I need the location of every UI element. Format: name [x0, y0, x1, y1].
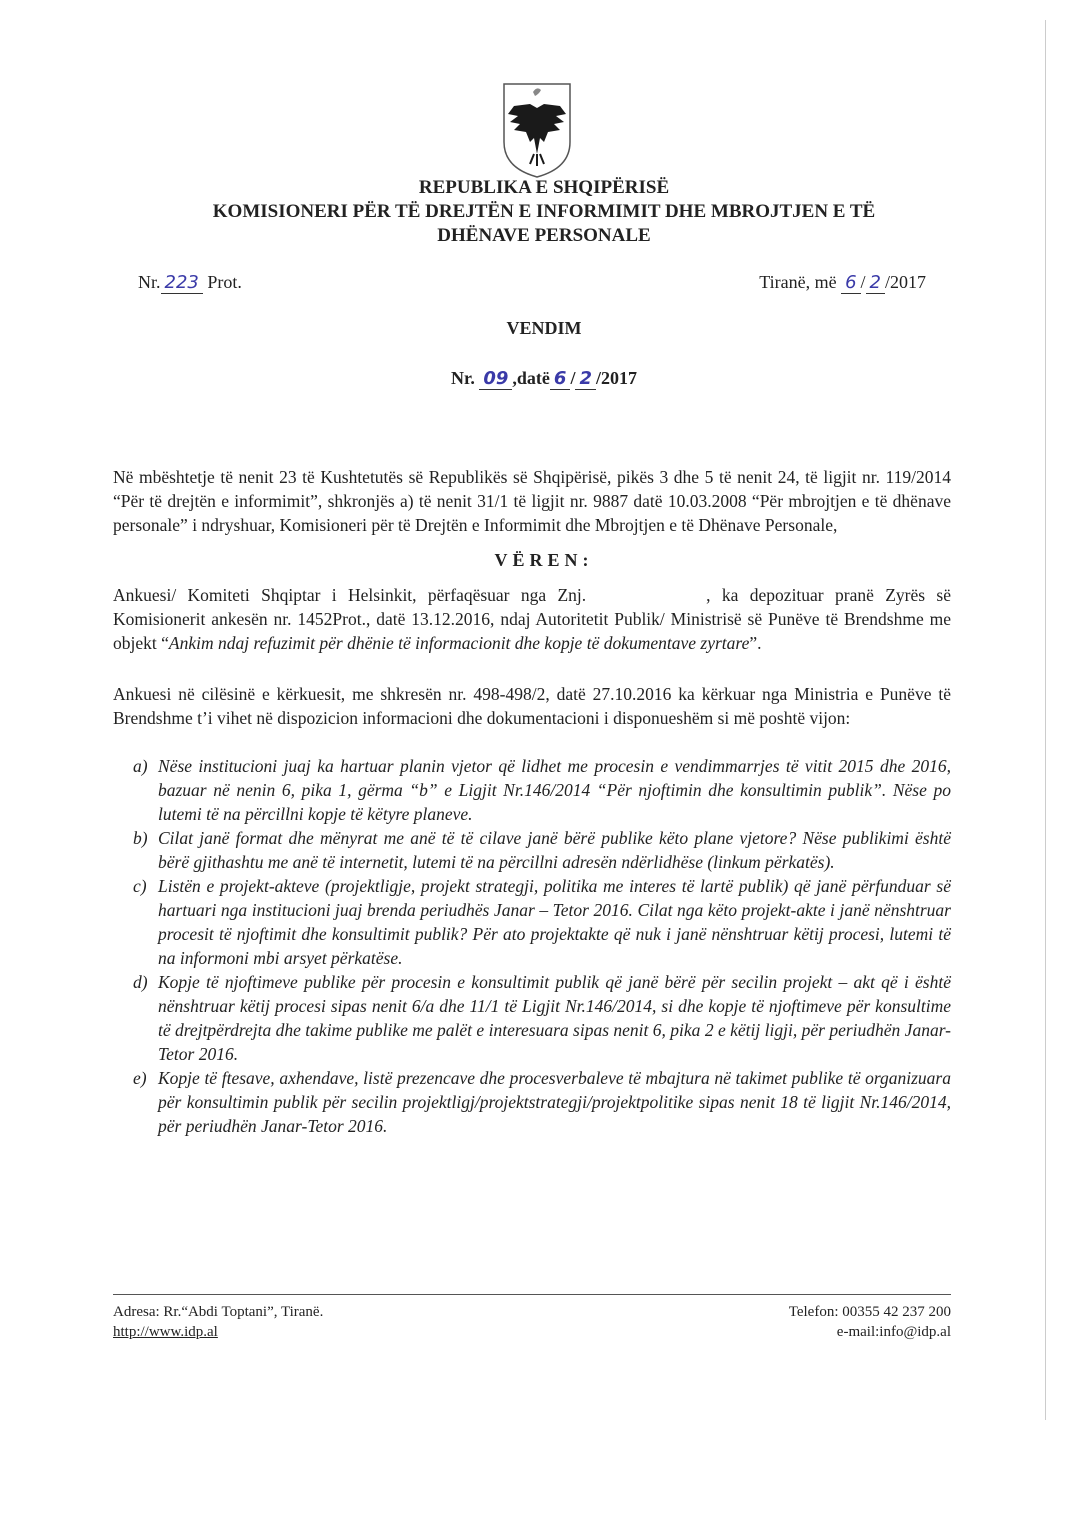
complaint-object: Ankim ndaj refuzimit për dhënie të informacionit dhe kopje të dokumentave zyrtare: [168, 633, 750, 653]
decision-nr-prefix: Nr.: [451, 368, 475, 388]
header-institution: KOMISIONERI PËR TË DREJTËN E INFORMIMIT DHE MBROJTJEN E TË: [212, 201, 876, 222]
decision-day-handwritten: 6: [550, 368, 571, 390]
footer-website-link[interactable]: http://www.idp.al: [113, 1324, 218, 1340]
scan-edge-mark: [1045, 20, 1046, 1420]
decision-nr-handwritten: 09: [479, 368, 512, 390]
complaint-text-2: , ka depozituar pranë Zyrës së Komisionerit ankesën nr. 1452Prot., datë 13.12.2016, ndaj Autoritetit Publik/ Ministrisë së Punëve të Brendshme me objekt “: [113, 585, 951, 653]
list-marker: a): [133, 756, 148, 776]
list-item: [113, 754, 951, 826]
date-sep: /: [860, 272, 866, 292]
list-item-text: Nëse institucioni juaj ka hartuar planin vjetor që lidhet me procesin e vendimmarrjes të vitit 2015 dhe 2016, bazuar në nenin 6, pika 1, gërma “b” e Ligjit Nr.146/2014 “Për njoftimin dhe konsultimin publik”. Nëse po lutemi të na përcillni kopje të këtyre planeve.: [158, 756, 951, 824]
decision-date-prefix: ,datë: [512, 368, 550, 388]
list-marker: d): [133, 972, 148, 992]
protocol-number: [138, 272, 242, 294]
footer-left: [113, 1302, 323, 1342]
header-institution-cont: DHËNAVE PERSONALE: [437, 225, 651, 246]
place-label: Tiranë, më: [759, 272, 837, 292]
footer-address: Adresa: Rr.“Abdi Toptani”, Tiranë.: [113, 1304, 324, 1320]
protocol-handwritten-number: 223: [161, 272, 203, 294]
list-item-text: Cilat janë format dhe mënyrat me anë të të cilave janë bërë publike këto plane vjetore? Nëse publikimi është bërë gjithashtu me anë të internetit, lutemi të na përcillni adresën ndërlidhëse (linkum përkatës).: [158, 828, 951, 872]
list-marker: c): [133, 876, 147, 896]
date-year: /2017: [884, 272, 926, 292]
date-month-handwritten: 2: [866, 272, 885, 294]
request-intro-paragraph: Ankuesi në cilësinë e kërkuesit, me shkresën nr. 498-498/2, datë 27.10.2016 ka kërkuar nga Ministria e Punëve të Brendshme t’i vihet në dispozicion informacioni dhe dokumentacioni i disponueshëm si më poshtë vijon:: [113, 684, 951, 728]
footer-divider: [113, 1294, 951, 1295]
date-day-handwritten: 6: [841, 272, 860, 294]
protocol-date: [759, 272, 926, 294]
footer-phone: Telefon: 00355 42 237 200: [788, 1304, 951, 1320]
list-marker: e): [133, 1068, 147, 1088]
protocol-prefix: Nr.: [138, 272, 161, 292]
complaint-paragraph: [113, 583, 951, 655]
list-item: [113, 1066, 951, 1138]
decision-date-sep: /: [570, 368, 576, 388]
header-country: REPUBLIKA E SHQIPËRISË: [418, 177, 670, 198]
list-item-text: Kopje të njoftimeve publike për procesin e konsultimit publik që janë bërë për secilin projekt – akt që i është nënshtruar këtij procesi sipas nenit 6/a dhe 11/1 të Ligjit Nr.146/2014, si dhe kopje të njoftimeve për konsultime të drejtpërdrejta dhe takime publike me palët e interesuara sipas nenit 6, pika 2 e këtij ligji, për periudhën Janar-Tetor 2016.: [158, 972, 951, 1064]
list-item: [113, 874, 951, 970]
footer-right: [789, 1302, 951, 1342]
albanian-emblem-icon: [500, 80, 574, 180]
decision-year: /2017: [595, 368, 637, 388]
decision-month-handwritten: 2: [575, 368, 596, 390]
veren-heading: VËREN:: [494, 550, 594, 570]
decision-number: [0, 368, 1088, 390]
list-marker: b): [133, 828, 148, 848]
protocol-suffix: Prot.: [207, 272, 242, 292]
request-list: [113, 754, 951, 1138]
complaint-text-3: ”.: [749, 633, 762, 653]
decision-title: VENDIM: [506, 318, 582, 338]
list-item-text: Listën e projekt-akteve (projektligje, projekt strategji, politika me interes të lartë publik) që janë përfunduar së hartuari nga institucioni juaj brenda periudhës Janar – Tetor 2016. Cilat nga këto projekt-akte i janë nënshtruar procesit të njoftimit dhe konsultimit publik? Për ato projektakte që nuk i janë nënshtruar këtij procesi, lutemi të na informoni mbi arsyet përkatëse.: [158, 876, 951, 968]
list-item: [113, 826, 951, 874]
complaint-text-1: Ankuesi/ Komiteti Shqiptar i Helsinkit, përfaqësuar nga Znj.: [113, 585, 587, 605]
list-item-text: Kopje të ftesave, axhendave, listë prezencave dhe procesverbaleve të mbajtura në takimet publike të organizuara për konsultimin publik për secilin projektligj/projektstrategji/projektpolitike sipas nenit 18 të ligjit Nr.146/2014, për periudhën Janar-Tetor 2016.: [158, 1068, 951, 1136]
list-item: [113, 970, 951, 1066]
preamble-paragraph: Në mbështetje të nenit 23 të Kushtetutës së Republikës së Shqipërisë, pikës 3 dhe 5 të nenit 24, të ligjit nr. 119/2014 “Për të drejtën e informimit”, shkronjës a) të nenit 31/1 të ligjit nr. 9887 datë 10.03.2008 “Për mbrojtjen e të dhënave personale” i ndryshuar, Komisioneri për të Drejtën e Informimit dhe Mbrojtjen e të Dhënave Personale,: [113, 467, 951, 535]
footer-email-link[interactable]: e-mail:info@idp.al: [836, 1324, 951, 1340]
